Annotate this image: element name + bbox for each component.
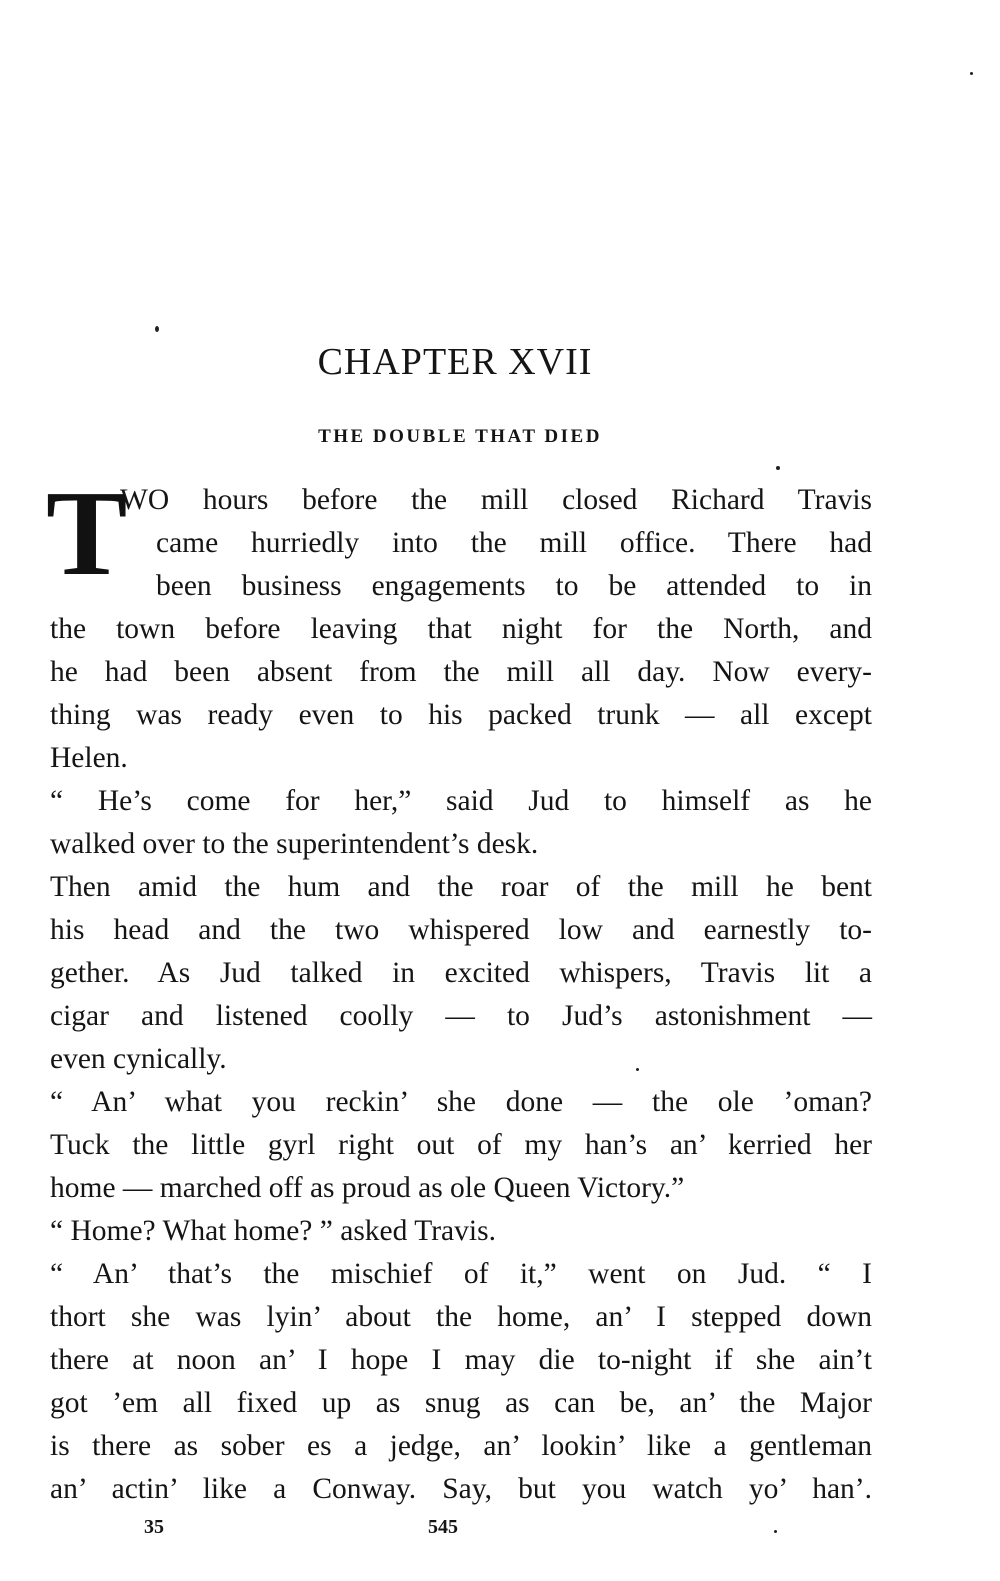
text-line: is there as sober es a jedge, an’ lookin’ like a gentleman <box>50 1430 872 1462</box>
text-line: there at noon an’ I hope I may die to-night if she ain’t <box>50 1344 872 1376</box>
text-line: walked over to the superintendent’s desk. <box>50 828 539 860</box>
text-line: the town before leaving that night for the North, and <box>50 613 872 645</box>
text-line: got ’em all fixed up as snug as can be, an’ the Major <box>50 1387 872 1419</box>
text-line: an’ actin’ like a Conway. Say, but you watch yo’ han’. <box>50 1473 872 1505</box>
text-line: his head and the two whispered low and earnestly to- <box>50 914 872 946</box>
page-number: 545 <box>428 1516 458 1538</box>
scan-speck <box>776 466 780 470</box>
text-line: Then amid the hum and the roar of the mill he bent <box>50 871 872 903</box>
text-line: came hurriedly into the mill office. There had <box>156 527 872 559</box>
text-line: Tuck the little gyrl right out of my han’s an’ kerried her <box>50 1129 872 1161</box>
text-line: gether. As Jud talked in excited whispers, Travis lit a <box>50 957 872 989</box>
text-line: even cynically. <box>50 1043 227 1075</box>
drop-cap-letter: T <box>46 466 128 601</box>
signature-mark: 35 <box>144 1516 164 1538</box>
text-line: thing was ready even to his packed trunk — all except <box>50 699 872 731</box>
text-line: cigar and listened coolly — to Jud’s astonishment — <box>50 1000 872 1032</box>
text-line: thort she was lyin’ about the home, an’ I stepped down <box>50 1301 872 1333</box>
text-line: he had been absent from the mill all day. Now every- <box>50 656 872 688</box>
text-line: “ An’ what you reckin’ she done — the ole ’oman? <box>50 1086 872 1118</box>
text-line: “ An’ that’s the mischief of it,” went on Jud. “ I <box>50 1258 872 1290</box>
scan-speck <box>970 72 973 75</box>
body-text <box>50 479 872 1511</box>
text-line: been business engagements to be attended to in <box>156 570 872 602</box>
text-line: “ He’s come for her,” said Jud to himself as he <box>50 785 872 817</box>
text-line: home — marched off as proud as ole Queen Victory.” <box>50 1172 685 1204</box>
scan-speck <box>774 1530 777 1533</box>
text-line: WO hours before the mill closed Richard Travis <box>120 484 872 516</box>
chapter-subtitle: THE DOUBLE THAT DIED <box>318 426 602 447</box>
chapter-title: CHAPTER XVII <box>317 341 593 383</box>
text-line: Helen. <box>50 742 128 774</box>
scan-speck <box>155 326 159 332</box>
text-line: “ Home? What home? ” asked Travis. <box>50 1215 496 1247</box>
